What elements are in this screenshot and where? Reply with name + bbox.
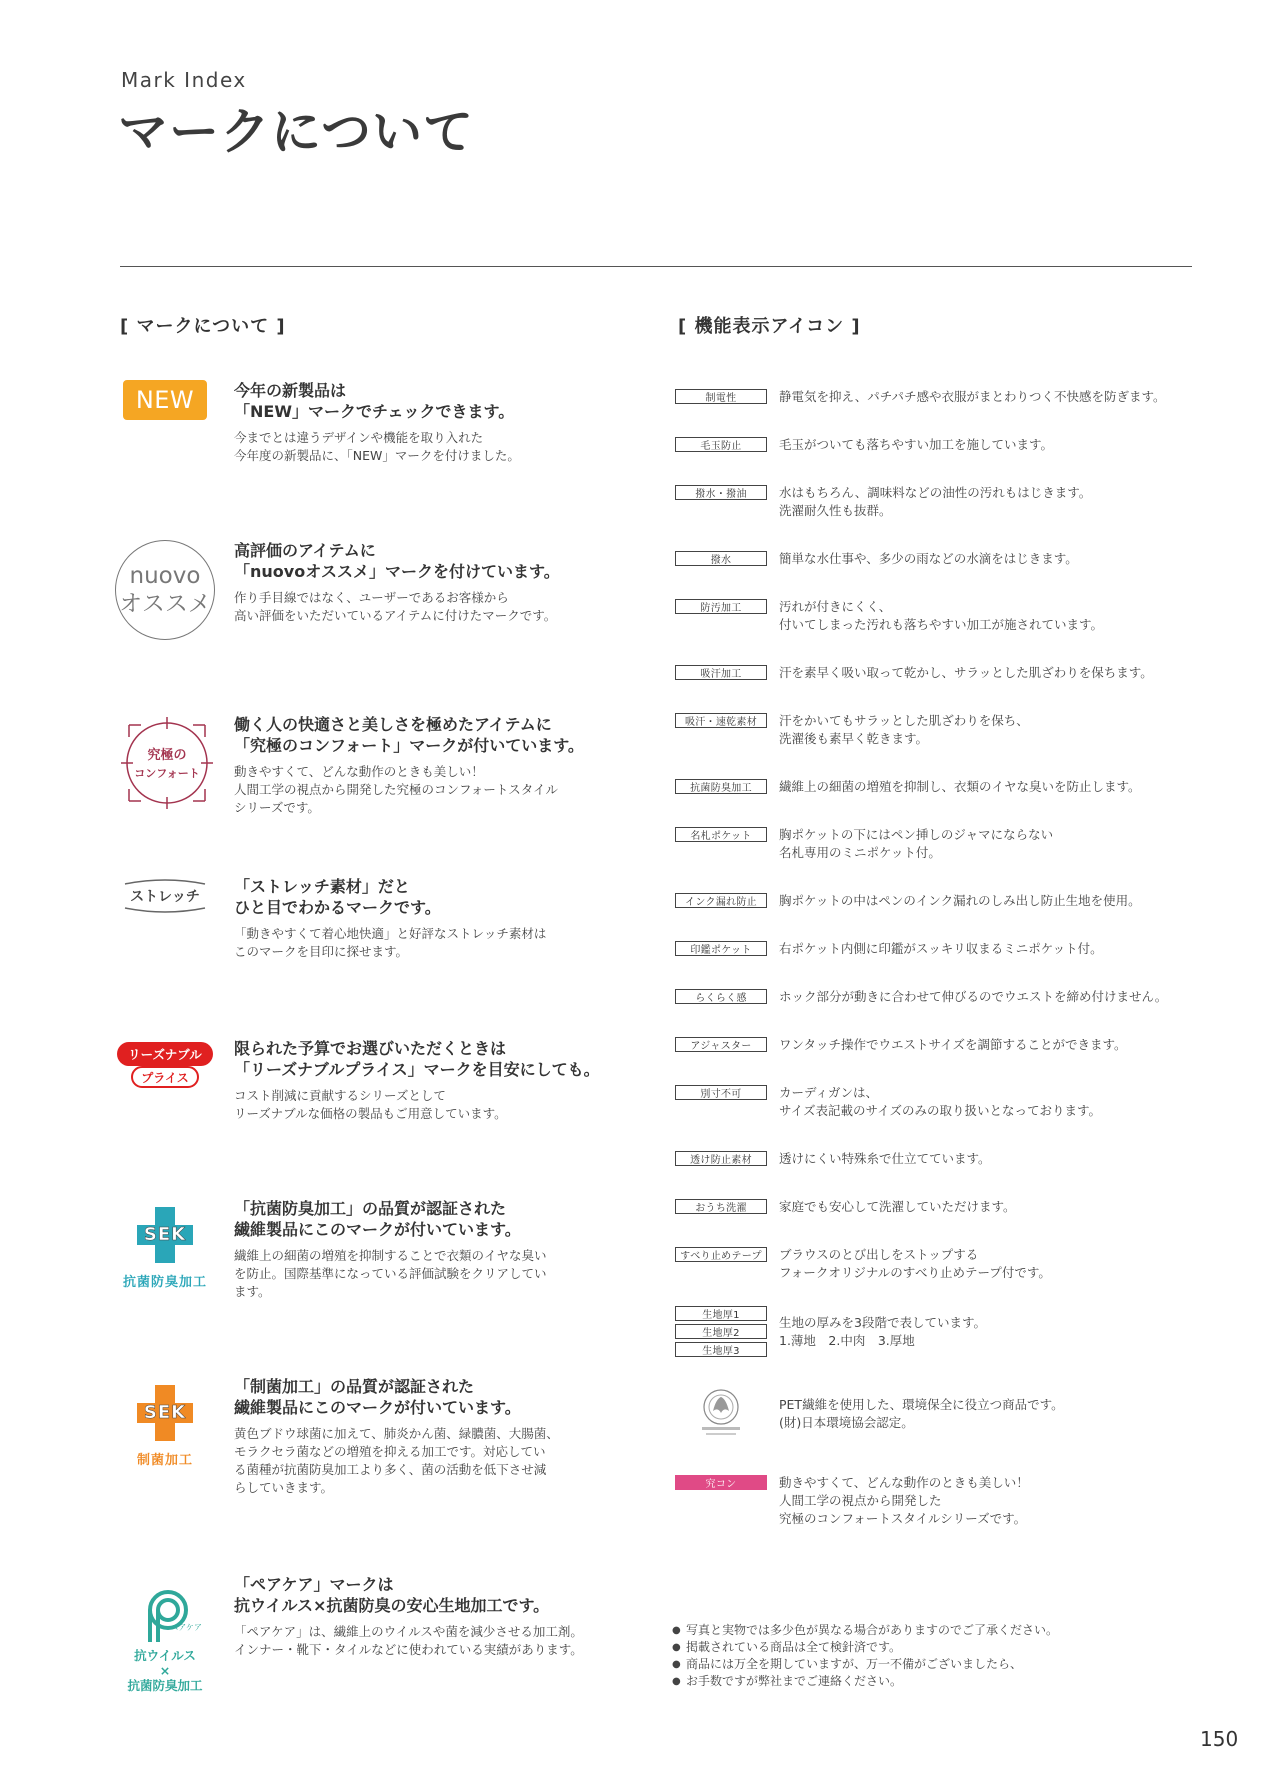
footnotes: [672, 1622, 1058, 1690]
function-tag: 吸汗・速乾素材: [675, 713, 767, 728]
svg-text:ストレッチ: ストレッチ: [130, 889, 200, 905]
right-section-heading: [ 機能表示アイコン ]: [678, 316, 861, 337]
function-description: ブラウスのとび出しをストップする フォークオリジナルのすべり止めテープ付です。: [779, 1247, 1051, 1280]
function-tag: インク漏れ防止: [675, 893, 767, 908]
reasonable-price-mark-icon: リーズナブル プライス: [110, 1040, 220, 1094]
function-description: 動きやすくて、どんな動作のときも美しい！ 人間工学の視点から開発した 究極のコンフォートスタイルシリーズです。: [779, 1475, 1029, 1526]
page-number: 150: [1200, 1727, 1239, 1751]
mark-title: 高評価のアイテムに 「nuovoオススメ」マークを付けています。: [234, 541, 560, 581]
function-tag: らくらく感: [675, 989, 767, 1004]
mark-title: 「ペアケア」マークは 抗ウイルス×抗菌防臭の安心生地加工です。: [234, 1575, 550, 1615]
eco-mark-icon: [675, 1384, 767, 1444]
mark-description: コスト削減に貢献するシリーズとして リーズナブルな価格の製品もご用意しています。: [234, 1088, 507, 1121]
function-tag: 生地厚2: [675, 1324, 767, 1339]
function-tag: 抗菌防臭加工: [675, 779, 767, 794]
function-description: 汗を素早く吸い取って乾かし、サラッとした肌ざわりを保ちます。: [779, 665, 1153, 680]
function-description: PET繊維を使用した、環境保全に役立つ商品です。 (財)日本環境協会認定。: [779, 1397, 1064, 1430]
function-tag: 撥水・撥油: [675, 485, 767, 500]
svg-text:究極の: 究極の: [147, 748, 187, 763]
function-tag: 生地厚3: [675, 1342, 767, 1357]
left-section-heading: [ マークについて ]: [120, 316, 286, 337]
mark-description: 黄色ブドウ球菌に加えて、肺炎かん菌、緑膿菌、大腸菌、 モラクセラ菌などの増殖を抑える加工です。対応してい る菌種が抗菌防臭加工より多く、菌の活動を低下させ減 らしていきます。: [234, 1426, 559, 1495]
mark-description: 繊維上の細菌の増殖を抑制することで衣類のイヤな臭い を防止。国際基準になっている評価試験をクリアしてい ます。: [234, 1248, 547, 1299]
header-divider: [120, 266, 1192, 267]
function-description: 家庭でも安心して洗濯していただけます。: [779, 1199, 1016, 1214]
function-description: ホック部分が動きに合わせて伸びるのでウエストを締め付けません。: [779, 989, 1168, 1004]
comfort-mark-icon: [112, 708, 222, 818]
mark-description: 「動きやすくて着心地快適」と好評なストレッチ素材は このマークを目印に探せます。: [234, 926, 547, 959]
function-tag: 吸汗加工: [675, 665, 767, 680]
new-badge: NEW: [123, 380, 207, 420]
paircare-mark-icon: ペアケア 抗ウイルス × 抗菌防臭加工: [110, 1574, 220, 1704]
mark-title: 働く人の快適さと美しさを極めたアイテムに 「究極のコンフォート」マークが付いています。: [234, 715, 584, 755]
footnote-item: ● 掲載されている商品は全て検針済です。: [672, 1639, 1058, 1656]
sek-antibacterial-icon: SEK 抗菌防臭加工: [110, 1198, 220, 1298]
mark-title: 「抗菌防臭加工」の品質が認証された 繊維製品にこのマークが付いています。: [234, 1199, 521, 1239]
function-description: 右ポケット内側に印鑑がスッキリ収まるミニポケット付。: [779, 941, 1103, 956]
function-description: 繊維上の細菌の増殖を抑制し、衣類のイヤな臭いを防止します。: [779, 779, 1141, 794]
footnote-item: ● 商品には万全を期していますが、万一不備がございましたら、: [672, 1656, 1058, 1673]
function-description: 汚れが付きにくく、 付いてしまった汚れも落ちやすい加工が施されています。: [779, 599, 1104, 632]
function-tag: アジャスター: [675, 1037, 767, 1052]
function-description: 水はもちろん、調味料などの油性の汚れもはじきます。 洗濯耐久性も抜群。: [779, 485, 1092, 518]
function-tag: 別寸不可: [675, 1085, 767, 1100]
new-mark-icon: [110, 380, 220, 420]
function-description: 毛玉がついても落ちやすい加工を施しています。: [779, 437, 1054, 452]
function-description: 透けにくい特殊糸で仕立てています。: [779, 1151, 991, 1166]
page-subtitle: Mark Index: [121, 68, 247, 92]
function-description: 汗をかいてもサラッとした肌ざわりを保ち、 洗濯後も素早く乾きます。: [779, 713, 1029, 746]
nuovo-mark-icon: nuovo オススメ: [110, 535, 220, 645]
mark-description: 今までとは違うデザインや機能を取り入れた 今年度の新製品に、「NEW」マークを付けました。: [234, 430, 520, 463]
mark-title: 「制菌加工」の品質が認証された 繊維製品にこのマークが付いています。: [234, 1377, 521, 1417]
footnote-item: ● 写真と実物では多少色が異なる場合がありますのでご了承ください。: [672, 1622, 1058, 1639]
function-description: 生地の厚みを3段階で表しています。 1.薄地 2.中肉 3.厚地: [779, 1315, 986, 1348]
function-tag: 透け防止素材: [675, 1151, 767, 1166]
function-tag: 印鑑ポケット: [675, 941, 767, 956]
svg-text:コンフォート: コンフォート: [134, 767, 200, 780]
function-tag: すべり止めテープ: [675, 1247, 767, 1262]
function-tag: 名札ポケット: [675, 827, 767, 842]
function-description: ワンタッチ操作でウエストサイズを調節することができます。: [779, 1037, 1127, 1052]
function-description: 胸ポケットの下にはペン挿しのジャマにならない 名札専用のミニポケット付。: [779, 827, 1054, 860]
function-description: 簡単な水仕事や、多少の雨などの水滴をはじきます。: [779, 551, 1078, 566]
footnote-continuation: ● お手数ですが弊社までご連絡ください。: [672, 1673, 1058, 1690]
function-tag: おうち洗濯: [675, 1199, 767, 1214]
mark-description: 作り手目線ではなく、ユーザーであるお客様から 高い評価をいただいているアイテムに付けたマークです。: [234, 590, 557, 623]
function-description: カーディガンは、 サイズ表記載のサイズのみの取り扱いとなっております。: [779, 1085, 1102, 1118]
mark-description: 「ペアケア」は、繊維上のウイルスや菌を減少させる加工剤。 インナー・靴下・タイルなどに使われている実績があります。: [234, 1624, 583, 1657]
svg-text:ペアケア: ペアケア: [170, 1622, 202, 1632]
function-tag: 制電性: [675, 389, 767, 404]
function-tag: 毛玉防止: [675, 437, 767, 452]
stretch-mark-icon: [110, 876, 220, 916]
mark-title: 限られた予算でお選びいただくときは 「リーズナブルプライス」マークを目安にしても。: [234, 1039, 600, 1079]
function-tag: 生地厚1: [675, 1306, 767, 1321]
mark-description: 動きやすくて、どんな動作のときも美しい！ 人間工学の視点から開発した究極のコンフォートスタイル シリーズです。: [234, 764, 559, 815]
function-tag: 撥水: [675, 551, 767, 566]
function-tag: 究コン: [675, 1475, 767, 1490]
page-title: マークについて: [118, 103, 474, 161]
mark-title: 今年の新製品は 「NEW」マークでチェックできます。: [234, 381, 515, 421]
function-tag: 防汚加工: [675, 599, 767, 614]
function-description: 胸ポケットの中はペンのインク漏れのしみ出し防止生地を使用。: [779, 893, 1141, 908]
mark-title: 「ストレッチ素材」だと ひと目でわかるマークです。: [234, 877, 441, 917]
sek-bacteria-control-icon: SEK 制菌加工: [110, 1376, 220, 1476]
function-description: 静電気を抑え、パチパチ感や衣服がまとわりつく不快感を防ぎます。: [779, 389, 1166, 404]
